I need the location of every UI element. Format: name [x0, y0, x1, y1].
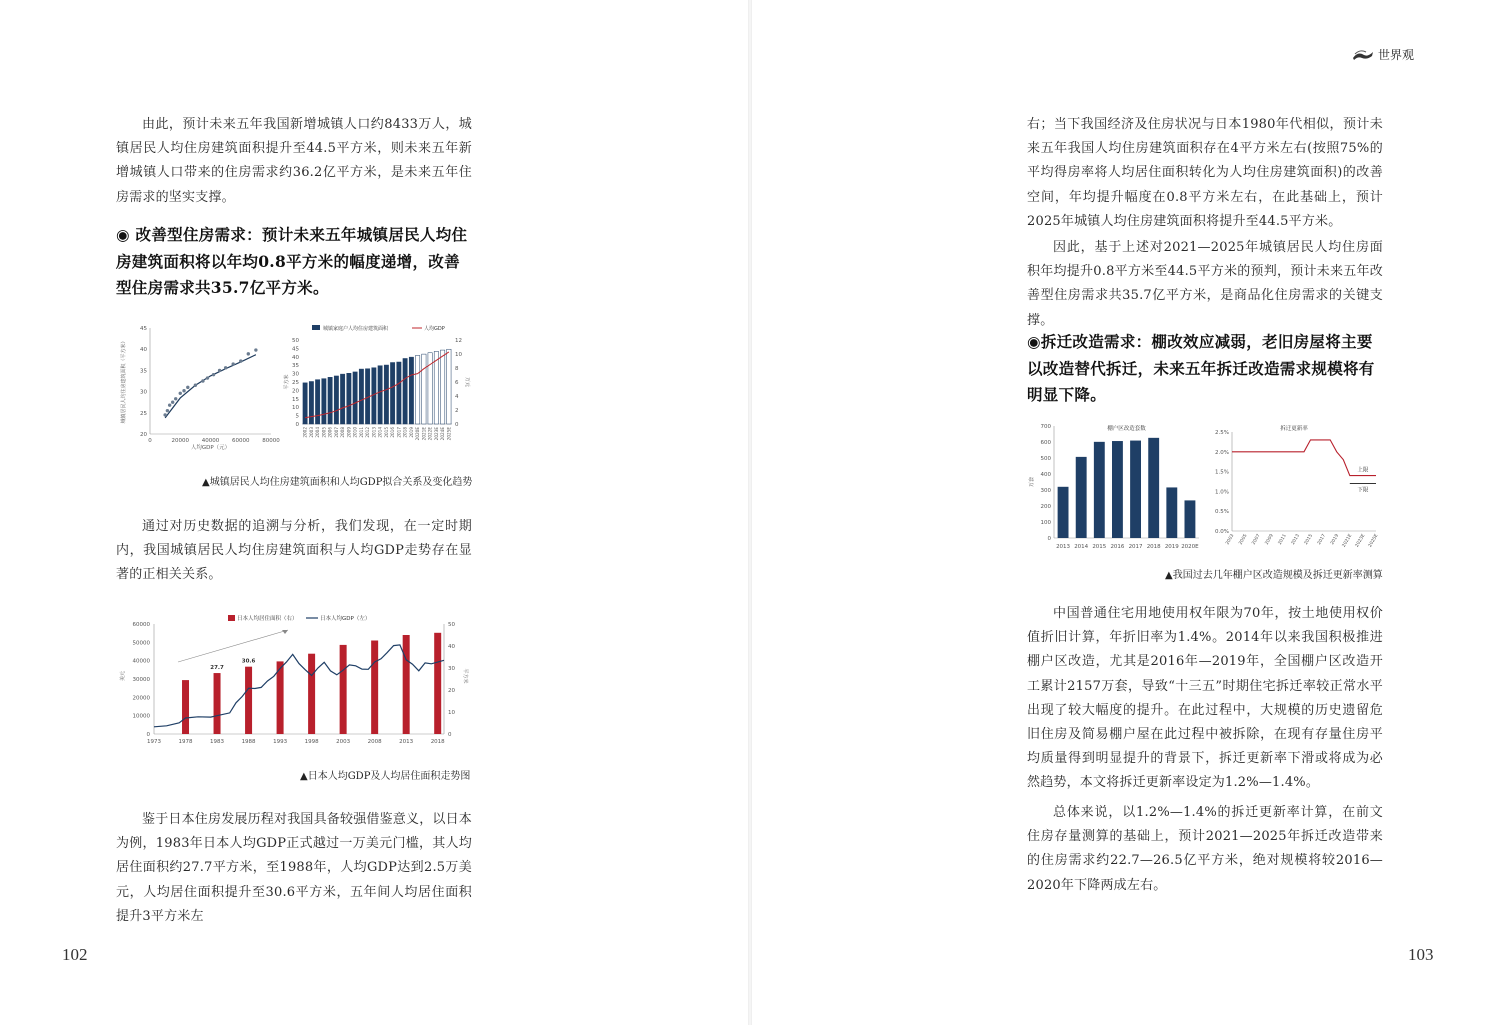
- bar: [447, 349, 451, 424]
- trend-arrowhead: [282, 630, 288, 634]
- x-tick-label: 1998: [304, 739, 319, 745]
- y-tick-label: 30: [140, 389, 147, 396]
- y-axis-label: 万套: [1029, 476, 1035, 488]
- right-heading-block: [1027, 329, 1383, 409]
- y-tick-label: 300: [1040, 488, 1051, 494]
- x-tick-label: 2013: [371, 427, 377, 438]
- x-tick-label: 2018: [430, 739, 445, 745]
- y-tick-label: 1.5%: [1215, 469, 1229, 476]
- y-right-tick-label: 50: [448, 622, 455, 628]
- upper-line: [1232, 440, 1376, 476]
- y-tick-label: 2.0%: [1215, 449, 1229, 456]
- x-tick-label: 2014: [1074, 544, 1089, 550]
- scatter-point: [206, 376, 209, 379]
- y-right-tick-label: 8: [455, 366, 459, 372]
- scatter-point: [179, 392, 182, 395]
- bar: [403, 358, 407, 424]
- bar: [214, 673, 221, 734]
- y-tick-label: 40000: [132, 658, 150, 665]
- x-tick-label: 2007: [333, 427, 339, 438]
- x-tick-label: 1993: [273, 739, 288, 745]
- y-right-tick-label: 2: [455, 408, 459, 414]
- y-right-tick-label: 20: [448, 688, 455, 694]
- fit-line: [165, 355, 256, 418]
- bar: [1185, 500, 1196, 538]
- bar: [340, 374, 344, 424]
- bar: [1094, 442, 1105, 538]
- x-tick-label: 2017: [1317, 533, 1328, 546]
- bar: [347, 373, 351, 424]
- x-tick-label: 2016: [1110, 544, 1125, 550]
- y-tick-label: 20000: [132, 695, 150, 702]
- x-tick-label: 2023E: [433, 427, 439, 441]
- x-tick-label: 2005: [321, 427, 327, 438]
- scatter-point: [231, 362, 234, 365]
- scatter-point: [194, 384, 197, 387]
- y-tick-label: 40: [140, 347, 147, 354]
- right-para-3-block: [1027, 602, 1383, 796]
- left-para-3: 鉴于日本住房发展历程对我国具备较强借鉴意义，以日本为例，1983年日本人均GDP正式越过一万美元门槛，其人均居住面积约27.7平方米，至1988年，人均GDP达到2.5万美元，人均居住面积提升至30.6平方米，五年间人均居住面积提升3平方米左: [116, 812, 473, 924]
- x-tick-label: 2023E: [1354, 533, 1367, 549]
- page-number-right: 103: [1408, 945, 1434, 964]
- y-right-tick-label: 0: [448, 732, 452, 738]
- figure-1-caption: ▲城镇居民人均住房建筑面积和人均GDP拟合关系及变化趋势: [202, 477, 473, 488]
- y-tick-label: 600: [1040, 440, 1051, 446]
- right-para-3: 中国普通住宅用地使用权年限为70年，按土地使用权价值折旧计算，年折旧率为1.4%。2014年以来我国积极推进棚户区改造，尤其是2016年—2019年，全国棚户区改造开工累计2157万套，导致“十三五”时期住宅拆迁率较正常水平出现了较大幅度的提升。在此过程中，大规模的历史遗留危旧住房及简易棚户屋在此过程中被拆除，在现有存量住房平均质量得到明显提升的背景下，拆迁更新率下滑或将成为必然趋势，本文将拆迁更新率设定为1.2%—1.4%。: [1027, 606, 1383, 791]
- x-tick-label: 2008: [340, 427, 346, 438]
- x-tick-label: 2021E: [421, 427, 427, 441]
- x-tick-label: 20000: [171, 438, 189, 444]
- x-tick-label: 2016: [390, 427, 396, 438]
- y-right-axis-label: 万元: [464, 376, 470, 388]
- x-tick-label: 2007: [1251, 533, 1262, 546]
- y-tick-label: 25: [292, 380, 299, 386]
- legend-label-area: 日本人均居住面积（右）: [237, 616, 298, 622]
- legend-swatch-area: [228, 615, 235, 621]
- bar: [397, 362, 401, 424]
- y-right-tick-label: 6: [455, 380, 459, 386]
- bar: [340, 645, 347, 734]
- brand-header: [1352, 46, 1414, 63]
- x-tick-label: 2020E: [415, 427, 421, 441]
- left-heading-block: [116, 222, 472, 302]
- bar: [1076, 457, 1087, 538]
- x-tick-label: 1988: [241, 739, 256, 745]
- bar: [359, 369, 363, 424]
- x-tick-label: 2012: [365, 427, 371, 438]
- page-number-left: 102: [62, 945, 88, 964]
- x-tick-label: 2019: [1330, 533, 1341, 546]
- y-tick-label: 1.0%: [1215, 489, 1229, 496]
- bar: [440, 350, 444, 424]
- left-para-1-block: [116, 113, 472, 210]
- scatter-point: [218, 369, 221, 372]
- y-tick-label: 40: [292, 354, 299, 361]
- bar: [1148, 438, 1159, 538]
- x-tick-label: 2019: [408, 427, 414, 438]
- scatter-point: [239, 359, 242, 362]
- bar: [422, 354, 426, 424]
- x-tick-label: 0: [148, 438, 152, 444]
- figure-2-caption: ▲日本人均GDP及人均居住面积走势图: [300, 771, 471, 782]
- x-tick-label: 1983: [210, 739, 225, 745]
- y-tick-label: 200: [1040, 504, 1051, 510]
- y-tick-label: 35: [140, 368, 147, 375]
- x-tick-label: 2013: [1290, 533, 1301, 546]
- bar: [309, 381, 313, 424]
- bar: [390, 363, 394, 424]
- scatter-point: [201, 379, 204, 382]
- right-para-1-block: [1027, 113, 1383, 234]
- y-right-tick-label: 0: [455, 422, 459, 428]
- trend-arrow: [178, 630, 288, 662]
- x-tick-label: 2018: [402, 427, 408, 438]
- x-tick-label: 2018: [1146, 544, 1161, 550]
- right-para-4-block: [1027, 801, 1383, 898]
- scatter-fit-chart: [116, 318, 280, 458]
- data-label: 30.6: [241, 658, 256, 665]
- x-tick-label: 2013: [1056, 544, 1071, 550]
- gdp-line: [305, 352, 449, 418]
- section-heading-demolition: ◉拆迁改造需求：棚改效应减弱，老旧房屋将主要以改造替代拆迁，未来五年拆迁改造需求规模将有明显下降。: [1027, 332, 1375, 404]
- y-axis-label: 城镇居民人均住房建筑面积（平方米）: [121, 338, 127, 424]
- y-tick-label: 500: [1040, 456, 1051, 462]
- y-tick-label: 50: [292, 338, 299, 344]
- y-tick-label: 2.5%: [1215, 430, 1229, 436]
- chart-title: 拆迁更新率: [1280, 426, 1308, 432]
- x-tick-label: 2017: [396, 427, 402, 438]
- x-tick-label: 2019: [1164, 544, 1179, 550]
- x-tick-label: 2015: [1092, 544, 1107, 550]
- x-tick-label: 2017: [1128, 544, 1143, 550]
- bar: [334, 376, 338, 424]
- x-tick-label: 2002: [302, 427, 308, 438]
- left-para-2-block: [116, 515, 472, 588]
- y-tick-label: 400: [1040, 472, 1051, 478]
- right-para-1: 右；当下我国经济及住房状况与日本1980年代相似，预计未来五年我国人均住房建筑面积存在4平方米左右(按照75%的平均得房率将人均居住面积转化为人均住房建筑面积)的改善空间，年均提升幅度在0.8平方米左右，在此基础上，预计2025年城镇人均住房建筑面积将提升至44.5平方米。: [1027, 117, 1383, 229]
- bar: [182, 680, 189, 734]
- legend-swatch-area: [312, 325, 320, 330]
- y-tick-label: 50000: [132, 640, 150, 647]
- y-right-tick-label: 12: [455, 338, 462, 344]
- y-tick-label: 45: [292, 346, 299, 353]
- scatter-point: [224, 366, 227, 369]
- y-right-tick-label: 30: [448, 666, 455, 672]
- x-tick-label: 40000: [201, 438, 220, 444]
- y-right-axis-label: 平方米: [462, 668, 468, 684]
- scatter-point: [254, 348, 257, 351]
- legend-label-gdp: 日本人均GDP（左）: [320, 616, 371, 622]
- x-tick-label: 2015: [383, 427, 389, 438]
- x-tick-label: 1973: [147, 739, 161, 745]
- y-tick-label: 0: [1047, 536, 1051, 542]
- x-tick-label: 60000: [232, 438, 250, 444]
- x-tick-label: 2009: [346, 427, 352, 438]
- y-tick-label: 10000: [132, 713, 150, 720]
- y-tick-label: 20: [292, 388, 299, 395]
- y-tick-label: 0: [146, 732, 150, 738]
- gdp-line: [154, 645, 444, 727]
- bar: [415, 355, 419, 424]
- x-tick-label: 2003: [336, 739, 351, 745]
- y-axis-label: 平方米: [284, 374, 290, 390]
- y-tick-label: 15: [292, 396, 299, 403]
- bar: [434, 633, 441, 734]
- y-tick-label: 10: [292, 405, 299, 412]
- bar: [372, 368, 376, 424]
- brand-name: 世界观: [1378, 48, 1415, 62]
- y-right-tick-label: 4: [455, 394, 459, 400]
- y-tick-label: 30000: [132, 677, 150, 683]
- right-para-2-block: [1027, 236, 1383, 333]
- y-axis-label: 美元: [120, 670, 126, 682]
- y-right-tick-label: 10: [448, 710, 455, 716]
- y-tick-label: 700: [1040, 424, 1051, 430]
- bar: [403, 635, 410, 734]
- x-tick-label: 2004: [315, 427, 321, 438]
- y-tick-label: 0.5%: [1215, 509, 1229, 516]
- x-tick-label: 2025E: [446, 427, 452, 441]
- chart-title: 棚户区改造套数: [1107, 426, 1146, 432]
- bar: [409, 357, 413, 424]
- bar: [378, 366, 382, 424]
- y-tick-label: 100: [1040, 520, 1051, 526]
- demolition-rate-chart: [1204, 418, 1384, 558]
- bar: [328, 377, 332, 424]
- bar: [384, 365, 388, 424]
- y-tick-label: 30: [292, 371, 299, 378]
- y-tick-label: 60000: [132, 622, 150, 628]
- bar: [322, 379, 326, 424]
- bar: [1166, 487, 1177, 538]
- x-tick-label: 2020E: [1181, 544, 1199, 550]
- bar: [1130, 441, 1141, 538]
- y-tick-label: 45: [140, 326, 147, 332]
- y-tick-label: 20: [140, 432, 147, 438]
- x-tick-label: 2006: [327, 427, 333, 438]
- left-para-1: 由此，预计未来五年我国新增城镇人口约8433万人，城镇居民人均住房建筑面积提升至44.5平方米，则未来五年新增城镇人口带来的住房需求约36.2亿平方米，是未来五年住房需求的坚实支撑。: [116, 117, 472, 205]
- shantytown-bar-chart: [1024, 418, 1204, 558]
- book-gutter: [748, 0, 752, 1025]
- x-tick-label: 2005: [1238, 533, 1249, 546]
- bar: [1058, 487, 1069, 538]
- brand-logo-icon: [1352, 49, 1374, 61]
- x-tick-label: 2010: [352, 427, 358, 438]
- right-para-2: 因此，基于上述对2021—2025年城镇居民人均住房面积年均提升0.8平方米至44.5平方米的预判，预计未来五年改善型住房需求共35.7亿平方米，是商品化住房需求的关键支撑。: [1027, 240, 1383, 328]
- scatter-point: [247, 352, 250, 355]
- japan-gdp-area-chart: [116, 610, 472, 750]
- y-tick-label: 35: [292, 363, 299, 370]
- x-tick-label: 2014: [377, 427, 383, 438]
- lower-label: 下限: [1357, 487, 1369, 494]
- y-right-tick-label: 10: [455, 352, 462, 358]
- x-tick-label: 2003: [1225, 533, 1236, 546]
- x-tick-label: 2013: [399, 739, 414, 745]
- section-heading-improvement: ◉ 改善型住房需求：预计未来五年城镇居民人均住房建筑面积将以年均0.8平方米的幅度递增，改善型住房需求共35.7亿平方米。: [116, 225, 468, 297]
- scatter-point: [182, 389, 185, 392]
- x-tick-label: 2021E: [1341, 533, 1354, 549]
- x-tick-label: 2024E: [440, 427, 446, 441]
- x-tick-label: 1978: [178, 739, 193, 745]
- upper-label: 上限: [1357, 467, 1369, 474]
- bar: [371, 641, 378, 735]
- x-tick-label: 80000: [262, 438, 280, 444]
- legend-label-area: 城镇家庭户人均住房建筑面积: [323, 326, 389, 332]
- left-para-3-block: [116, 808, 472, 929]
- y-tick-label: 0: [295, 422, 299, 428]
- bar: [1112, 441, 1123, 538]
- scatter-point: [186, 386, 189, 389]
- x-tick-label: 2025E: [1367, 533, 1380, 549]
- x-tick-label: 2015: [1303, 533, 1315, 546]
- x-tick-label: 2009: [1264, 533, 1275, 546]
- legend-label-gdp: 人均GDP: [424, 326, 445, 332]
- left-para-2: 通过对历史数据的追溯与分析，我们发现，在一定时期内，我国城镇居民人均住房建筑面积与人均GDP走势存在显著的正相关关系。: [116, 519, 472, 583]
- x-tick-label: 2003: [308, 427, 314, 438]
- right-para-4: 总体来说，以1.2%—1.4%的拆迁更新率计算，在前文住房存量测算的基础上，预计2021—2025年拆迁改造带来的住房需求约22.7—26.5亿平方米，绝对规模将较2016—2020年下降两成左右。: [1027, 805, 1383, 893]
- scatter-point: [212, 373, 215, 376]
- bar: [245, 667, 252, 734]
- scatter-point: [174, 397, 177, 400]
- bar: [308, 654, 315, 734]
- scatter-point: [163, 413, 166, 416]
- y-tick-label: 5: [295, 413, 299, 420]
- scatter-point: [168, 403, 171, 406]
- bar: [434, 351, 438, 424]
- scatter-point: [171, 401, 174, 404]
- y-right-tick-label: 40: [448, 644, 455, 650]
- area-gdp-trend-chart: [282, 320, 472, 460]
- bar: [353, 372, 357, 424]
- data-label: 27.7: [210, 665, 224, 672]
- x-tick-label: 2011: [358, 427, 364, 438]
- y-tick-label: 0.0%: [1215, 529, 1229, 535]
- figure-3-caption: ▲我国过去几年棚户区改造规模及拆迁更新率测算: [1165, 570, 1383, 581]
- x-tick-label: 2008: [367, 739, 382, 745]
- bar: [315, 380, 319, 424]
- x-tick-label: 2022E: [427, 427, 433, 441]
- y-tick-label: 25: [140, 410, 147, 417]
- x-axis-label: 人均GDP（元）: [190, 445, 231, 451]
- scatter-point: [166, 409, 169, 412]
- x-tick-label: 2011: [1277, 533, 1288, 546]
